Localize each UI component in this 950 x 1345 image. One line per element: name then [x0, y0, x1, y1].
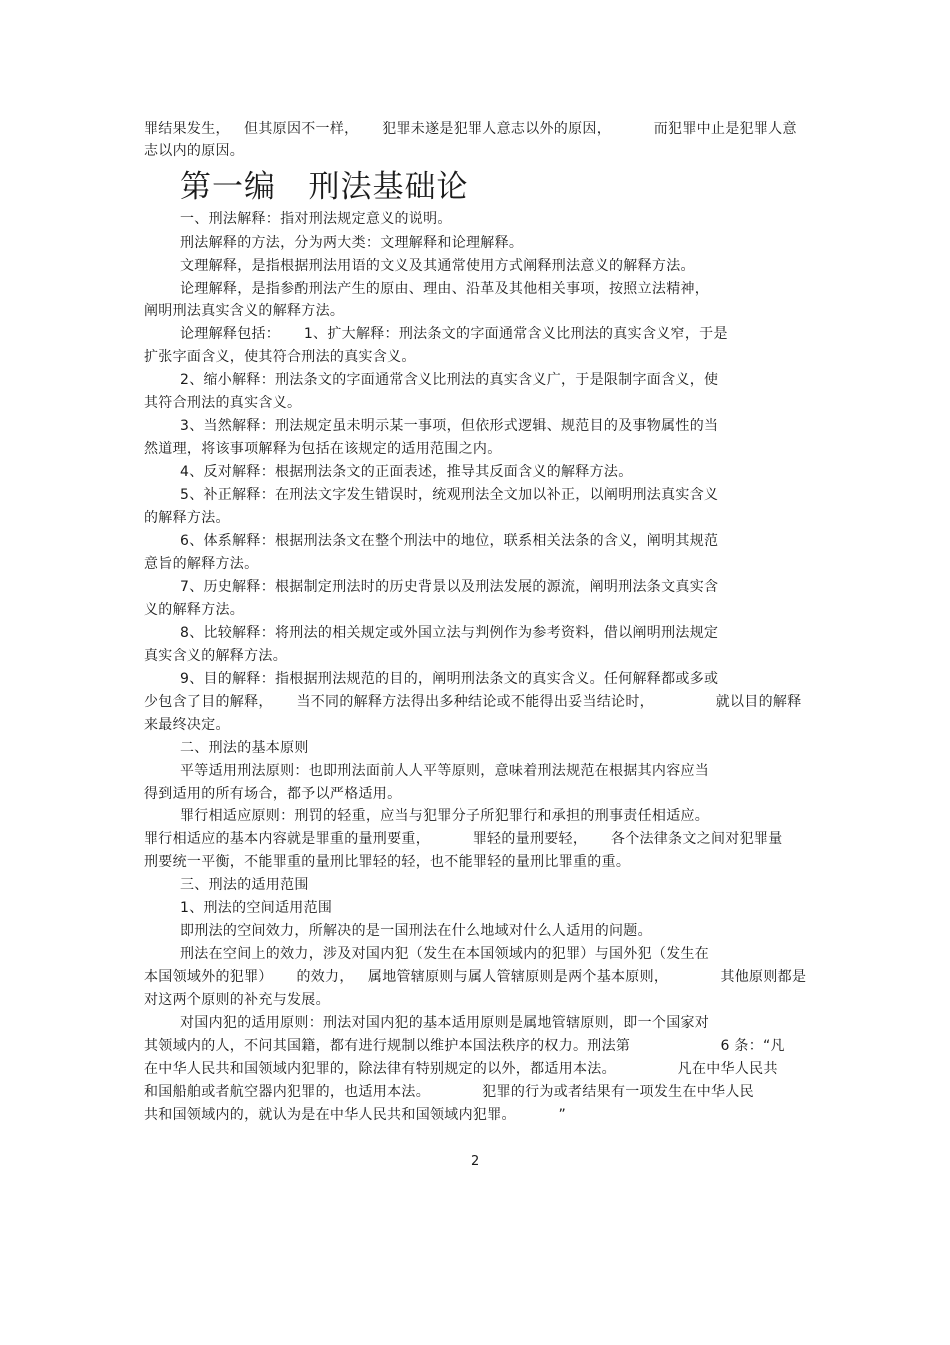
text-line: 扩张字面含义，使其符合刑法的真实含义。 — [144, 349, 416, 365]
text-line: 刑法在空间上的效力，涉及对国内犯（发生在本国领域内的犯罪）与国外犯（发生在 — [180, 946, 710, 962]
section-heading: 三、刑法的适用范围 — [180, 877, 309, 893]
text-line: 即刑法的空间效力，所解决的是一国刑法在什么地域对什么人适用的问题。 — [180, 923, 652, 939]
text-line: 的解释方法。 — [144, 510, 230, 526]
text-line: 少包含了目的解释， 当不同的解释方法得出多种结论或不能得出妥当结论时， 就以目的解释 — [144, 694, 802, 710]
text-line: 共和国领域内的，就认为是在中华人民共和国领域内犯罪。 ” — [144, 1107, 567, 1123]
text-line: 刑要统一平衡，不能罪重的量刑比罪轻的轻，也不能罪轻的量刑比罪重的重。 — [144, 854, 631, 870]
text-line: 刑法解释的方法，分为两大类：文理解释和论理解释。 — [180, 235, 524, 251]
text-line: 真实含义的解释方法。 — [144, 648, 287, 664]
text-line: 论理解释，是指参酌刑法产生的原由、理由、沿革及其他相关事项，按照立法精神， — [180, 281, 710, 297]
text-line: 得到适用的所有场合，都予以严格适用。 — [144, 786, 402, 802]
text-line: 一、刑法解释：指对刑法规定意义的说明。 — [180, 211, 452, 227]
text-line: 5、补正解释：在刑法文字发生错误时，统观刑法全文加以补正，以阐明刑法真实含义 — [180, 487, 719, 503]
text-line: 平等适用刑法原则：也即刑法面前人人平等原则，意味着刑法规范在根据其内容应当 — [180, 763, 710, 779]
text-line: 2、缩小解释：刑法条文的字面通常含义比刑法的真实含义广，于是限制字面含义，使 — [180, 372, 719, 388]
text-line: 3、当然解释：刑法规定虽未明示某一事项，但依形式逻辑、规范目的及事物属性的当 — [180, 418, 719, 434]
text-line: 6、体系解释：根据刑法条文在整个刑法中的地位，联系相关法条的含义，阐明其规范 — [180, 533, 719, 549]
text-line: 义的解释方法。 — [144, 602, 245, 618]
text-line: 和国船舶或者航空器内犯罪的，也适用本法。 犯罪的行为或者结果有一项发生在中华人民 — [144, 1084, 754, 1100]
text-line: 意旨的解释方法。 — [144, 556, 259, 572]
carry-over-line-2: 志以内的原因。 — [144, 143, 245, 159]
subsection-heading: 1、刑法的空间适用范围 — [180, 900, 333, 916]
chapter-title: 第一编 刑法基础论 — [180, 169, 469, 205]
text-line: 其领域内的人，不问其国籍，都有进行规制以维护本国法秩序的权力。刑法第 6 条：“凡 — [144, 1038, 785, 1054]
text-line: 7、历史解释：根据制定刑法时的历史背景以及刑法发展的源流，阐明刑法条文真实含 — [180, 579, 719, 595]
text-line: 8、比较解释：将刑法的相关规定或外国立法与判例作为参考资料，借以阐明刑法规定 — [180, 625, 719, 641]
section-heading: 二、刑法的基本原则 — [180, 740, 309, 756]
text-line: 对这两个原则的补充与发展。 — [144, 992, 330, 1008]
carry-over-line-1: 罪结果发生， 但其原因不一样， 犯罪未遂是犯罪人意志以外的原因， 而犯罪中止是犯罪人意 — [144, 121, 797, 137]
text-line: 阐明刑法真实含义的解释方法。 — [144, 303, 345, 319]
text-line: 在中华人民共和国领域内犯罪的，除法律有特别规定的以外，都适用本法。 凡在中华人民共 — [144, 1061, 778, 1077]
text-line: 来最终决定。 — [144, 717, 230, 733]
text-line: 然道理，将该事项解释为包括在该规定的适用范围之内。 — [144, 441, 502, 457]
text-line: 对国内犯的适用原则：刑法对国内犯的基本适用原则是属地管辖原则，即一个国家对 — [180, 1015, 710, 1031]
text-line: 9、目的解释：指根据刑法规范的目的，阐明刑法条文的真实含义。任何解释都或多或 — [180, 671, 719, 687]
text-line: 文理解释，是指根据刑法用语的文义及其通常使用方式阐释刑法意义的解释方法。 — [180, 258, 695, 274]
text-line: 罪行相适应的基本内容就是罪重的量刑要重， 罪轻的量刑要轻， 各个法律条文之间对犯罪量 — [144, 831, 783, 847]
text-line: 论理解释包括： 1、扩大解释：刑法条文的字面通常含义比刑法的真实含义窄，于是 — [180, 326, 728, 342]
text-line: 罪行相适应原则：刑罚的轻重，应当与犯罪分子所犯罪行和承担的刑事责任相适应。 — [180, 808, 710, 824]
text-line: 本国领域外的犯罪） 的效力， 属地管辖原则与属人管辖原则是两个基本原则， 其他原则都是 — [144, 969, 807, 985]
text-line: 4、反对解释：根据刑法条文的正面表述，推导其反面含义的解释方法。 — [180, 464, 633, 480]
text-line: 其符合刑法的真实含义。 — [144, 395, 302, 411]
page-number: 2 — [471, 1154, 480, 1169]
